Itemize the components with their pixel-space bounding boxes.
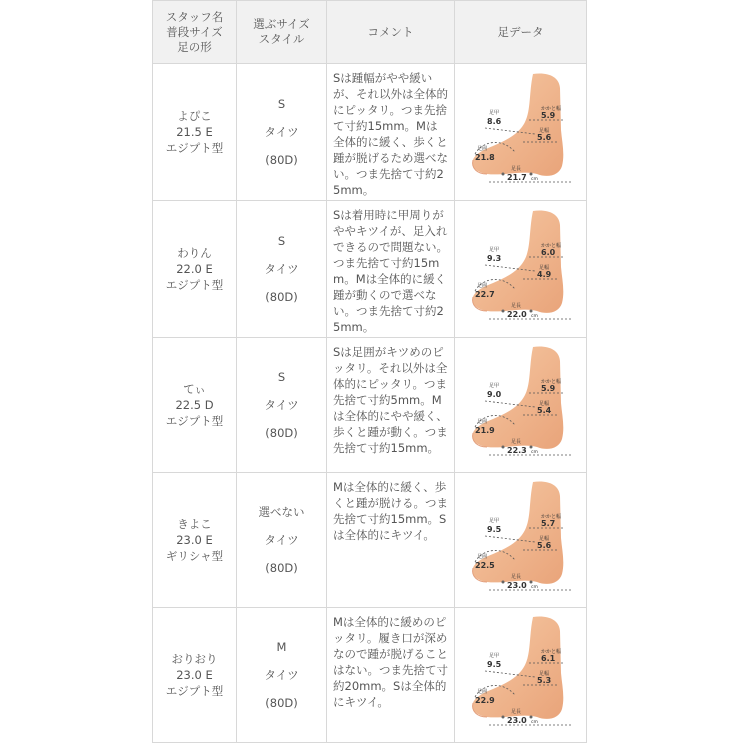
heel-width-value: 5.4 <box>536 406 551 415</box>
denier: (80D) <box>265 290 298 304</box>
header-usual-size: 普段サイズ <box>166 24 223 39</box>
chosen-size: 選べない <box>258 505 305 519</box>
staff-name: きよこ <box>177 517 212 531</box>
instep-value: 8.6 <box>486 117 501 126</box>
length-caption: 足長 <box>510 439 521 445</box>
denier: (80D) <box>265 696 298 710</box>
table-row <box>153 201 587 338</box>
ball-caption: 足囲 <box>476 689 487 695</box>
staff-name: わりん <box>177 246 212 260</box>
choice-cell <box>237 338 327 473</box>
heel-top-caption: かかと幅 <box>540 379 561 385</box>
staff-cell <box>153 473 237 608</box>
instep-value: 9.5 <box>486 525 501 534</box>
foot-data-cell <box>455 64 587 201</box>
table-row <box>153 338 587 473</box>
heel-width-value: 4.9 <box>536 270 551 279</box>
length-caption: 足長 <box>510 574 521 580</box>
staff-name: おりおり <box>171 652 218 666</box>
instep-value: 9.3 <box>486 254 501 263</box>
choice-cell <box>237 473 327 608</box>
unit-label: cm <box>530 585 538 590</box>
instep-caption: 足甲 <box>488 653 499 659</box>
unit-label: cm <box>530 314 538 319</box>
foot-diagram <box>463 70 579 194</box>
heel-width-caption: 足幅 <box>538 128 549 134</box>
heel-top-value: 6.0 <box>540 248 555 257</box>
heel-width-caption: 足幅 <box>538 671 549 677</box>
comment-cell <box>327 473 455 608</box>
header-staff-name: スタッフ名 <box>165 9 224 24</box>
staff-foot-shape: エジプト型 <box>165 414 224 428</box>
header-row <box>153 1 587 64</box>
staff-size: 22.5 D <box>175 398 214 412</box>
staff-size: 23.0 E <box>176 668 213 682</box>
comment-cell <box>327 608 455 743</box>
header-choice <box>237 1 327 64</box>
staff-name: よぴこ <box>177 109 212 123</box>
comment-cell <box>327 64 455 201</box>
heel-top-caption: かかと幅 <box>540 514 561 520</box>
length-value: 22.0 <box>506 310 527 319</box>
staff-size: 23.0 E <box>176 533 213 547</box>
heel-width-caption: 足幅 <box>538 401 549 407</box>
style-name: タイツ <box>264 262 299 276</box>
comment-text: Mは全体的に緩めのピッタリ。履き口が深めなので踵が脱げることはない。つま先捨て寸約20mm。Sは全体的にキツイ。 <box>333 615 448 709</box>
staff-size: 22.0 E <box>176 262 213 276</box>
style-name: タイツ <box>264 533 299 547</box>
ball-caption: 足囲 <box>476 419 487 425</box>
foot-diagram <box>463 207 579 331</box>
instep-value: 9.0 <box>486 390 501 399</box>
table-row <box>153 473 587 608</box>
comment-text: Sは着用時に甲周りがややキツイが、足入れできるので問題ない。つま先捨て寸約15mm。Mは全体的に緩く踵が動くので選べない。つま先捨て寸約25mm。 <box>333 208 448 334</box>
heel-width-value: 5.6 <box>536 133 551 142</box>
length-caption: 足長 <box>510 166 521 172</box>
chosen-size: M <box>276 640 287 654</box>
unit-label: cm <box>530 177 538 182</box>
foot-diagram <box>463 613 579 737</box>
heel-top-caption: かかと幅 <box>540 106 561 112</box>
foot-data-cell <box>455 338 587 473</box>
denier: (80D) <box>265 153 298 167</box>
comment-text: Mは全体的に緩く、歩くと踵が脱ける。つま先捨て寸約15mm。Sは全体的にキツイ。 <box>333 480 448 542</box>
heel-top-value: 5.9 <box>540 111 555 120</box>
instep-caption: 足甲 <box>488 247 499 253</box>
header-foot-shape: 足の形 <box>177 39 212 54</box>
instep-value: 9.5 <box>486 660 501 669</box>
chosen-size: S <box>277 97 286 111</box>
comment-cell <box>327 338 455 473</box>
staff-foot-shape: エジプト型 <box>165 141 224 155</box>
length-caption: 足長 <box>510 709 521 715</box>
ball-caption: 足囲 <box>476 146 487 152</box>
heel-top-caption: かかと幅 <box>540 243 561 249</box>
denier: (80D) <box>265 561 298 575</box>
heel-top-value: 5.9 <box>540 384 555 393</box>
staff-foot-shape: ギリシャ型 <box>165 549 224 563</box>
instep-caption: 足甲 <box>488 110 499 116</box>
choice-cell <box>237 201 327 338</box>
length-value: 22.3 <box>506 446 527 455</box>
staff-cell <box>153 608 237 743</box>
ball-value: 22.5 <box>474 561 495 570</box>
chosen-size: S <box>277 370 286 384</box>
staff-cell <box>153 338 237 473</box>
staff-foot-shape: エジプト型 <box>165 278 224 292</box>
staff-cell <box>153 64 237 201</box>
foot-data-cell <box>455 473 587 608</box>
comment-cell <box>327 201 455 338</box>
length-value: 23.0 <box>506 581 527 590</box>
comment-text: Sは足囲がキツめのピッタリ。それ以外は全体的にピッタリ。つま先捨て寸約5mm。Mは全体的にやや緩く、歩くと踵が動く。つま先捨て寸約15mm。 <box>333 345 448 455</box>
heel-width-caption: 足幅 <box>538 536 549 542</box>
unit-label: cm <box>530 720 538 725</box>
choice-cell <box>237 64 327 201</box>
header-staff <box>153 1 237 64</box>
foot-data-cell <box>455 201 587 338</box>
ball-caption: 足囲 <box>476 283 487 289</box>
ball-value: 21.8 <box>474 153 495 162</box>
staff-size: 21.5 E <box>176 125 213 139</box>
staff-foot-shape: エジプト型 <box>165 684 224 698</box>
staff-name: てぃ <box>183 382 206 396</box>
choice-cell <box>237 608 327 743</box>
staff-cell <box>153 201 237 338</box>
unit-label: cm <box>530 450 538 455</box>
chosen-size: S <box>277 234 286 248</box>
ball-value: 22.7 <box>474 290 495 299</box>
table-row <box>153 64 587 201</box>
header-comment: コメント <box>327 1 455 64</box>
comment-text: Sは踵幅がやや緩いが、それ以外は全体的にピッタリ。つま先捨て寸約15mm。Mは全体的に緩く、歩くと踵が脱げるため選べない。つま先捨て寸約25mm。 <box>333 71 448 197</box>
table-row <box>153 608 587 743</box>
instep-caption: 足甲 <box>488 383 499 389</box>
heel-top-value: 5.7 <box>540 519 555 528</box>
ball-value: 22.9 <box>474 696 495 705</box>
header-style: スタイル <box>258 32 305 46</box>
header-chosen-size: 選ぶサイズ <box>253 17 310 31</box>
instep-caption: 足甲 <box>488 518 499 524</box>
style-name: タイツ <box>264 398 299 412</box>
header-foot-data: 足データ <box>455 1 587 64</box>
foot-diagram <box>463 478 579 602</box>
length-value: 23.0 <box>506 716 527 725</box>
length-value: 21.7 <box>506 173 527 182</box>
heel-width-value: 5.3 <box>536 676 551 685</box>
style-name: タイツ <box>264 668 299 682</box>
foot-diagram <box>463 343 579 467</box>
length-caption: 足長 <box>510 303 521 309</box>
heel-top-value: 6.1 <box>540 654 555 663</box>
heel-width-caption: 足幅 <box>538 265 549 271</box>
ball-caption: 足囲 <box>476 554 487 560</box>
style-name: タイツ <box>264 125 299 139</box>
heel-width-value: 5.6 <box>536 541 551 550</box>
size-comparison-table <box>152 0 587 743</box>
denier: (80D) <box>265 426 298 440</box>
foot-data-cell <box>455 608 587 743</box>
heel-top-caption: かかと幅 <box>540 649 561 655</box>
ball-value: 21.9 <box>474 426 495 435</box>
